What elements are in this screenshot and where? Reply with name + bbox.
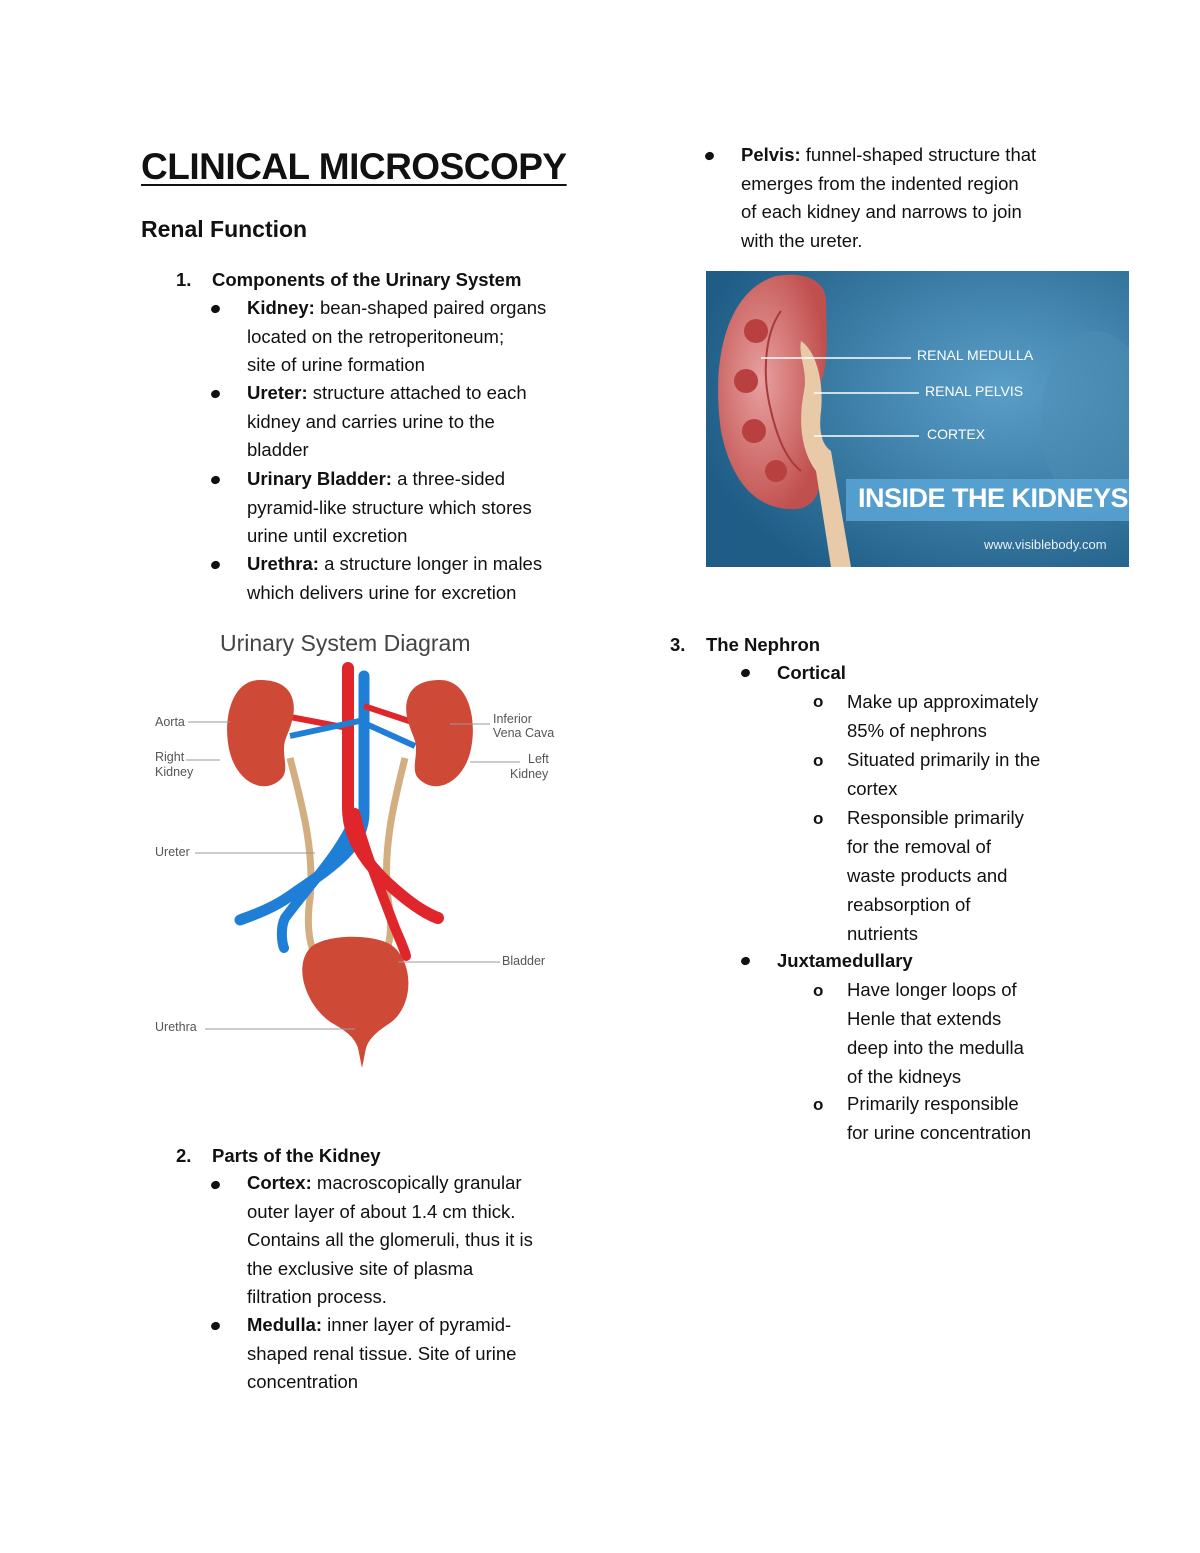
list-number: 2. xyxy=(176,1145,192,1166)
bullet-icon xyxy=(740,668,751,679)
list-item: Make up approximately 85% of nephrons xyxy=(847,691,1039,741)
label-ivc-line1: Inferior xyxy=(493,712,532,726)
photo-banner: INSIDE THE KIDNEYS xyxy=(858,483,1129,513)
list-heading: Components of the Urinary System xyxy=(212,269,522,290)
label-right-kidney-line2: Kidney xyxy=(155,765,194,779)
list-heading: Parts of the Kidney xyxy=(212,1145,381,1166)
sub-bullet-icon: o xyxy=(813,981,824,1000)
sub-bullet-icon: o xyxy=(813,809,824,828)
list-heading: The Nephron xyxy=(706,634,821,655)
bullet-icon xyxy=(704,151,715,162)
list-item: Medulla: inner layer of pyramid- shaped renal tissue. Site of urine concentration xyxy=(247,1314,517,1392)
bullet-icon xyxy=(210,389,221,400)
list-item: Responsible primarily for the removal of waste products and reabsorption of nutrients xyxy=(847,807,1024,944)
label-right-kidney-line1: Right xyxy=(155,750,185,764)
label-bladder: Bladder xyxy=(502,954,546,968)
urinary-system-diagram xyxy=(150,628,570,1073)
bullet-icon xyxy=(740,956,751,967)
bullet-icon xyxy=(210,560,221,571)
label-left-kidney-line2: Kidney xyxy=(510,767,549,781)
sub-bullet-icon: o xyxy=(813,751,824,770)
diagram-title: Urinary System Diagram xyxy=(220,630,471,656)
sub-bullet-icon: o xyxy=(813,1095,824,1114)
label-urethra: Urethra xyxy=(155,1020,197,1034)
photo-label-pelvis: RENAL PELVIS xyxy=(925,383,1024,399)
photo-label-cortex: CORTEX xyxy=(927,426,986,442)
section-heading: Renal Function xyxy=(141,216,308,242)
list-item: Primarily responsible for urine concentration xyxy=(847,1093,1032,1143)
list-item: Ureter: structure attached to each kidney and carries urine to the bladder xyxy=(247,382,527,460)
nephron-type-cortical: Cortical xyxy=(777,662,846,683)
photo-credit: www.visiblebody.com xyxy=(984,537,1107,552)
sub-bullet-icon: o xyxy=(813,692,824,711)
kidney-cross-section-illustration xyxy=(706,271,1129,567)
list-item: Kidney: bean-shaped paired organs located on the retroperitoneum; site of urine formation xyxy=(247,297,547,375)
bullet-icon xyxy=(210,304,221,315)
page-title: CLINICAL MICROSCOPY xyxy=(141,146,567,187)
list-item: Urinary Bladder: a three-sided pyramid-like structure which stores urine until excretion xyxy=(247,468,532,546)
list-number: 1. xyxy=(176,269,192,290)
photo-label-medulla: RENAL MEDULLA xyxy=(917,347,1034,363)
label-aorta: Aorta xyxy=(155,715,185,729)
label-ureter: Ureter xyxy=(155,845,190,859)
list-number: 3. xyxy=(670,634,686,655)
bullet-icon xyxy=(210,1321,221,1332)
label-ivc-line2: Vena Cava xyxy=(493,726,555,740)
bullet-icon xyxy=(210,1180,221,1191)
list-item: Have longer loops of Henle that extends deep into the medulla of the kidneys xyxy=(847,979,1024,1087)
list-item: Situated primarily in the cortex xyxy=(847,749,1041,799)
urinary-system-illustration xyxy=(150,628,570,1073)
list-item: Urethra: a structure longer in males which delivers urine for excretion xyxy=(247,553,543,603)
bullet-icon xyxy=(210,475,221,486)
nephron-type-juxtamedullary: Juxtamedullary xyxy=(777,950,913,971)
label-left-kidney-line1: Left xyxy=(528,752,549,766)
inside-kidneys-figure xyxy=(706,271,1129,567)
list-item: Cortex: macroscopically granular outer layer of about 1.4 cm thick. Contains all the glomeruli, thus it is the exclusive site of plasma filtration process. xyxy=(247,1172,533,1307)
list-item: Pelvis: funnel-shaped structure that emerges from the indented region of each kidney and narrows to join with the ureter. xyxy=(741,144,1037,251)
